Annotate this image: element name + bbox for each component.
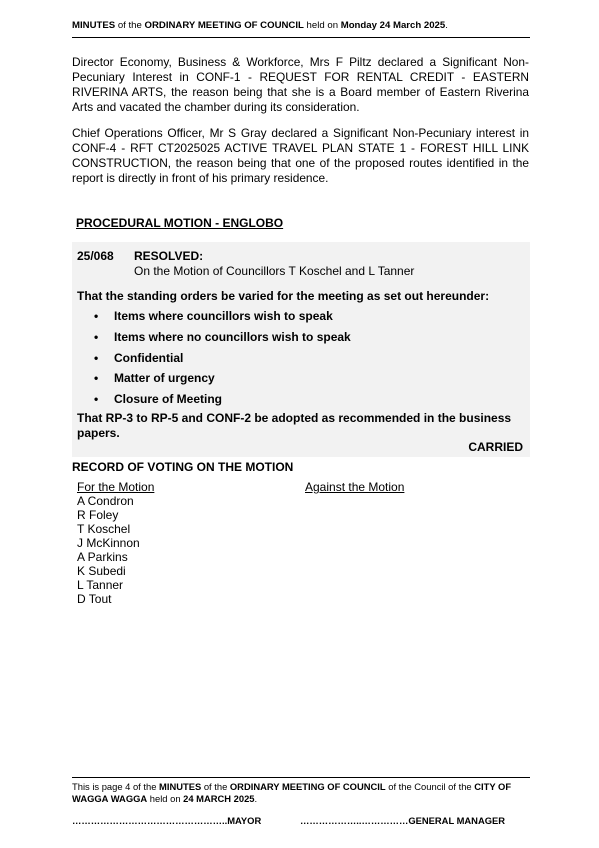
resolution-number: 25/068 <box>77 249 114 263</box>
resolution-label: RESOLVED: <box>134 249 204 263</box>
list-item <box>92 348 351 369</box>
footer-bold: ORDINARY MEETING OF COUNCIL <box>229 781 386 792</box>
footer-bold: MINUTES <box>159 781 202 792</box>
voter-name: K Subedi <box>77 564 126 578</box>
resolution-mover: On the Motion of Councillors T Koschel and L Tanner <box>134 264 415 278</box>
header-text: held on <box>303 20 341 31</box>
votes-for-column <box>77 480 154 606</box>
list-item-label: Items where councillors wish to speak <box>114 309 333 323</box>
resolution-intro: That the standing orders be varied for the meeting as set out hereunder: <box>77 289 490 303</box>
procedural-motion-heading: PROCEDURAL MOTION - ENGLOBO <box>76 216 284 230</box>
footer-segment: held on <box>147 793 184 804</box>
bullet-icon: • <box>94 371 99 386</box>
footer-segment: of the Council of the <box>385 781 475 792</box>
voter-name: L Tanner <box>77 578 124 592</box>
header-date: Monday 24 March 2025 <box>340 20 446 31</box>
list-item-label: Closure of Meeting <box>114 392 223 407</box>
disclosure-paragraph: Chief Operations Officer, Mr S Gray declared a Significant Non-Pecuniary interest in CONF-4 - RFT CT2025025 ACTIVE TRAVEL PLAN STATE 1 - FOREST HILL LINK CONSTRUCTION, the reason being that one of the proposed routes identified in the report is directly in front of his primary residence. <box>72 126 529 185</box>
footer-segment: This is page 4 of the <box>72 781 160 792</box>
voter-name: T Koschel <box>77 522 131 536</box>
list-item <box>92 368 351 389</box>
footer-divider <box>72 777 530 778</box>
header-meeting: ORDINARY MEETING OF COUNCIL <box>144 20 304 31</box>
voter-name: A Parkins <box>77 550 128 564</box>
votes-against-label: Against the Motion <box>305 480 405 494</box>
voter-name: J McKinnon <box>77 536 140 550</box>
footer-segment: of the <box>201 781 230 792</box>
standing-orders-list <box>92 306 351 410</box>
mayor-signature-line: …………………………………………..MAYOR <box>72 815 262 826</box>
header-text: . <box>445 20 448 31</box>
footer-bold: CITY OF WAGGA WAGGA <box>72 781 512 804</box>
footer-segment: . <box>254 793 258 804</box>
bullet-icon: • <box>94 309 99 323</box>
voter-name: A Condron <box>77 494 134 508</box>
resolution-result: CARRIED <box>468 440 523 454</box>
list-item <box>92 327 351 348</box>
bullet-icon: • <box>94 392 99 407</box>
voter-name: R Foley <box>77 508 119 522</box>
list-item-label: Matter of urgency <box>114 371 215 386</box>
voter-name: D Tout <box>77 592 112 606</box>
footer-text <box>72 781 532 805</box>
bullet-icon: • <box>94 329 99 344</box>
bullet-icon: • <box>94 350 99 365</box>
disclosure-paragraph: Director Economy, Business & Workforce, Mrs F Piltz declared a Significant Non-Pecuniary Interest in CONF-1 - REQUEST FOR RENTAL CREDIT - EASTERN RIVERINA ARTS, the reason being that she is a Board member of Eastern Riverina Arts and vacated the chamber during its consideration. <box>72 55 529 114</box>
footer-bold: 24 MARCH 2025 <box>183 793 255 804</box>
list-item-label: Confidential <box>114 350 184 365</box>
resolution-outro: That RP-3 to RP-5 and CONF-2 be adopted as recommended in the business papers. <box>77 411 512 440</box>
votes-for-label: For the Motion <box>77 480 155 494</box>
list-item <box>92 306 351 327</box>
voting-heading: RECORD OF VOTING ON THE MOTION <box>72 460 294 474</box>
header-text: of the <box>115 20 145 31</box>
list-item-label: Items where no councillors wish to speak <box>114 329 351 344</box>
page-header <box>72 20 530 38</box>
list-item <box>92 389 351 410</box>
header-minutes: MINUTES <box>72 20 116 31</box>
general-manager-signature-line: ………………..……………GENERAL MANAGER <box>300 815 506 826</box>
